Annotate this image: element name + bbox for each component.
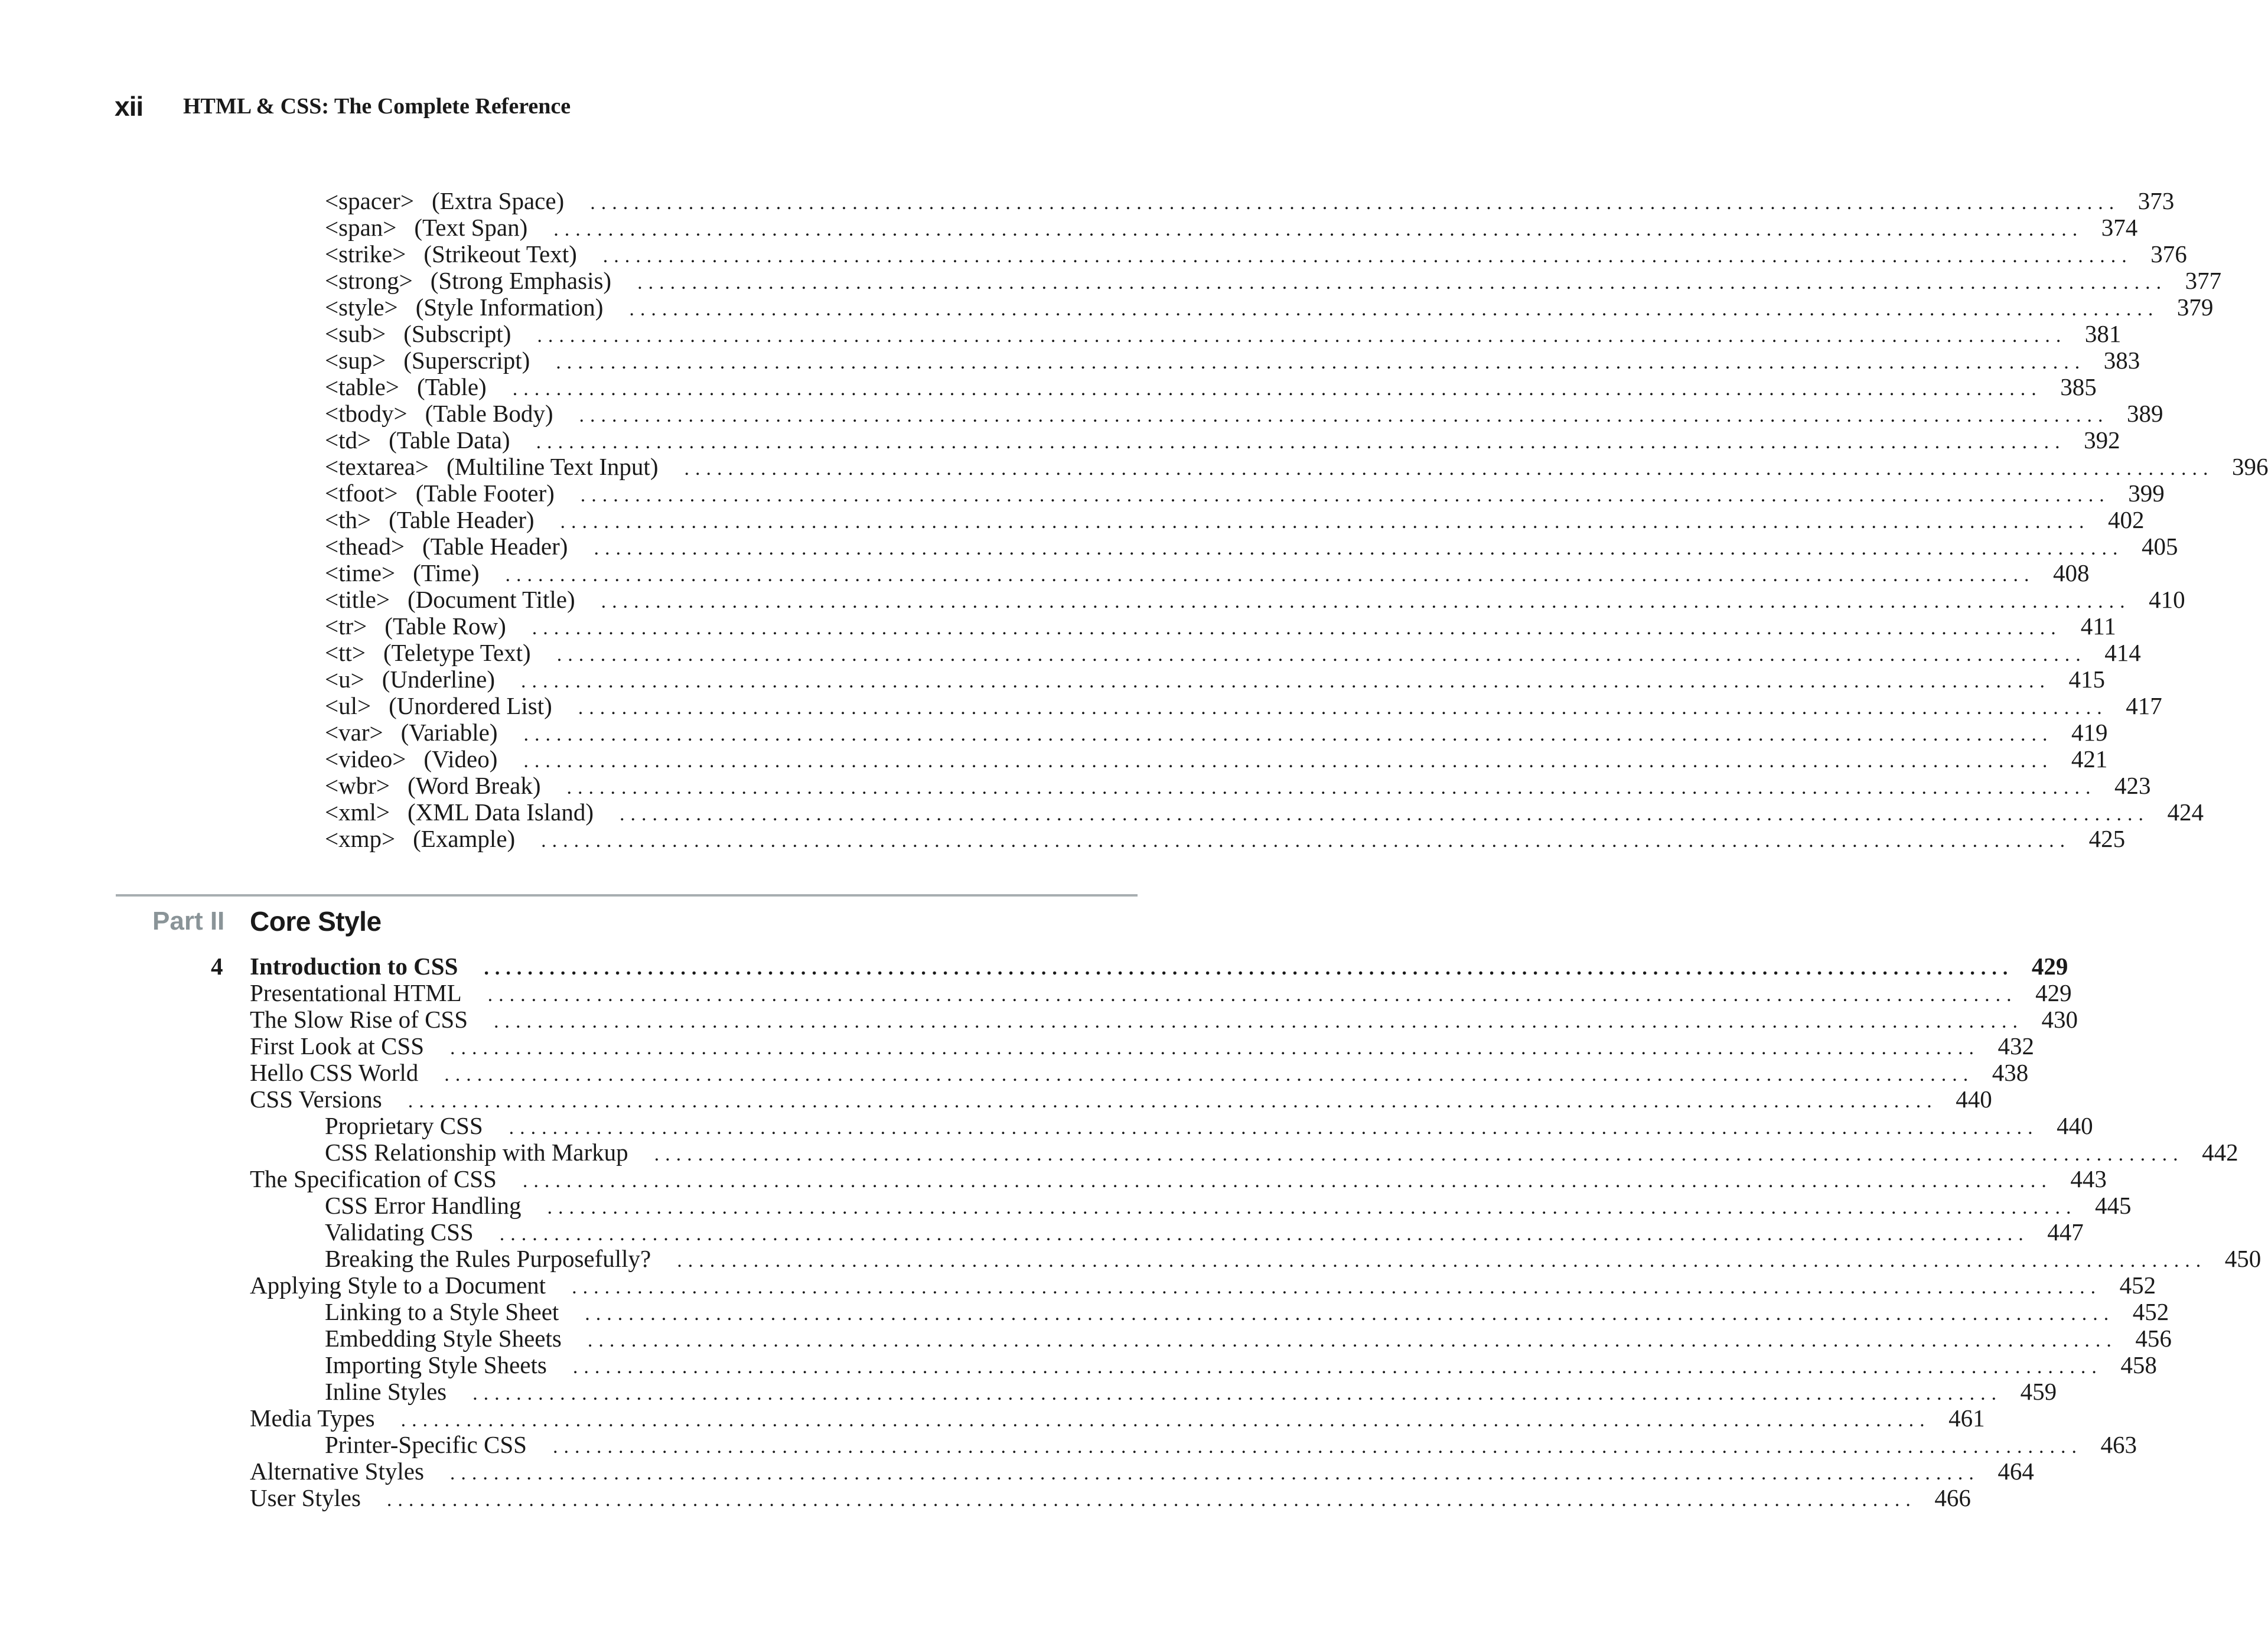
page-number: 438 bbox=[1992, 1059, 2029, 1086]
element-description: (Example) bbox=[413, 825, 516, 852]
toc-entry[interactable] bbox=[0, 320, 2122, 347]
toc-entry[interactable] bbox=[0, 187, 2175, 214]
chapter-entries-list bbox=[0, 979, 2262, 1511]
entry-title: Printer-Specific CSS bbox=[325, 1431, 527, 1458]
dot-leader: ............................................................................................................................................ bbox=[572, 1276, 2102, 1298]
page-number: 373 bbox=[2137, 187, 2175, 214]
element-tag: <strike> bbox=[325, 240, 406, 268]
dot-leader: ............................................................................................................................................ bbox=[400, 1409, 1931, 1431]
toc-entry[interactable] bbox=[0, 1086, 1992, 1113]
dot-leader: ............................................................................................................................................ bbox=[560, 511, 2090, 533]
element-description: (Subscript) bbox=[403, 320, 511, 347]
page-number: 379 bbox=[2176, 294, 2214, 321]
page-number: 389 bbox=[2127, 400, 2163, 427]
page-number: 405 bbox=[2141, 533, 2178, 560]
toc-entry[interactable] bbox=[0, 400, 2163, 427]
toc-entry[interactable] bbox=[0, 1192, 2132, 1219]
page-number: 440 bbox=[2057, 1112, 2093, 1139]
page-number: 402 bbox=[2108, 506, 2145, 533]
page-number: 440 bbox=[1956, 1086, 1992, 1113]
dot-leader: ............................................................................................................................................ bbox=[386, 1489, 1917, 1511]
toc-entry[interactable] bbox=[0, 745, 2108, 773]
entry-title: Breaking the Rules Purposefully? bbox=[325, 1245, 651, 1272]
element-description: (Time) bbox=[413, 559, 480, 586]
toc-entry[interactable] bbox=[0, 666, 2105, 693]
element-description: (Strong Emphasis) bbox=[430, 267, 612, 294]
page-number: 459 bbox=[2020, 1378, 2057, 1405]
dot-leader: ............................................................................................................................................ bbox=[547, 1197, 2077, 1218]
dot-leader: ............................................................................................................................................ bbox=[553, 219, 2084, 240]
entry-title: Applying Style to a Document bbox=[250, 1272, 546, 1299]
page-number: 432 bbox=[1997, 1032, 2035, 1060]
entry-title: CSS Relationship with Markup bbox=[325, 1139, 628, 1166]
dot-leader: ............................................................................................................................................ bbox=[494, 1011, 2024, 1032]
dot-leader: ............................................................................................................................................ bbox=[505, 564, 2035, 586]
element-description: (Unordered List) bbox=[389, 692, 552, 719]
dot-leader: ............................................................................................................................................ bbox=[532, 617, 2062, 639]
toc-entry[interactable] bbox=[0, 1378, 2057, 1405]
dot-leader: ............................................................................................................................................ bbox=[620, 803, 2150, 825]
toc-entry[interactable] bbox=[0, 294, 2214, 321]
element-tag: <span> bbox=[325, 214, 397, 241]
page-number: 458 bbox=[2120, 1351, 2157, 1378]
dot-leader: ............................................................................................................................................ bbox=[684, 458, 2214, 480]
page-number: 410 bbox=[2149, 586, 2185, 613]
entry-title: Inline Styles bbox=[325, 1378, 447, 1405]
element-description: (XML Data Island) bbox=[408, 798, 594, 826]
element-tag: <var> bbox=[325, 719, 383, 746]
toc-entry[interactable] bbox=[0, 240, 2187, 268]
toc-entry[interactable] bbox=[0, 825, 2126, 852]
page-number: 445 bbox=[2095, 1192, 2132, 1219]
page-number: 376 bbox=[2150, 240, 2187, 268]
page-number: 450 bbox=[2224, 1245, 2262, 1272]
dot-leader: ............................................................................................................................................ bbox=[521, 670, 2051, 692]
part-label: Part II bbox=[152, 907, 225, 936]
page-number: 456 bbox=[2135, 1325, 2172, 1352]
element-description: (Teletype Text) bbox=[383, 639, 531, 666]
dot-leader: ............................................................................................................................................ bbox=[654, 1143, 2184, 1165]
element-tag: <xmp> bbox=[325, 825, 396, 852]
element-description: (Document Title) bbox=[408, 586, 575, 613]
dot-leader: ............................................................................................................................................ bbox=[578, 697, 2108, 719]
element-tag: <sub> bbox=[325, 320, 386, 347]
toc-entry[interactable] bbox=[0, 798, 2204, 826]
entry-title: Linking to a Style Sheet bbox=[325, 1298, 559, 1325]
element-tag: <th> bbox=[325, 506, 372, 533]
part-title: Core Style bbox=[250, 906, 382, 937]
dot-leader: ............................................................................................................................................ bbox=[509, 1117, 2039, 1139]
element-description: (Table Data) bbox=[389, 426, 510, 454]
dot-leader: ............................................................................................................................................ bbox=[450, 1037, 1980, 1059]
page-number: 396 bbox=[2231, 453, 2268, 480]
element-description: (Table Header) bbox=[389, 506, 535, 533]
page-number: 385 bbox=[2060, 373, 2097, 400]
dot-leader: ............................................................................................................................................ bbox=[541, 830, 2071, 852]
element-tag: <wbr> bbox=[325, 772, 390, 799]
dot-leader: ............................................................................................................................................ bbox=[594, 537, 2124, 559]
element-description: (Superscript) bbox=[403, 347, 530, 374]
page-number: 408 bbox=[2053, 559, 2090, 586]
entry-title: Validating CSS bbox=[325, 1218, 474, 1246]
toc-entry[interactable] bbox=[0, 1139, 2238, 1166]
dot-leader: ............................................................................................................................................ bbox=[677, 1250, 2207, 1272]
element-description: (Table Row) bbox=[384, 612, 506, 640]
dot-leader: ............................................................................................................................................ bbox=[587, 1329, 2117, 1351]
dot-leader: ............................................................................................................................................ bbox=[523, 723, 2054, 745]
toc-entry[interactable] bbox=[0, 1458, 2034, 1485]
element-tag: <tbody> bbox=[325, 400, 408, 427]
page-number: 425 bbox=[2088, 825, 2126, 852]
toc-entry[interactable] bbox=[0, 979, 2072, 1006]
element-tag: <tt> bbox=[325, 639, 366, 666]
element-description: (Video) bbox=[423, 745, 498, 773]
page-number: 383 bbox=[2103, 347, 2140, 374]
dot-leader: ............................................................................................................................................ bbox=[585, 1303, 2115, 1325]
dot-leader: ............................................................................................................................................ bbox=[499, 1223, 2029, 1245]
chapter-toc bbox=[0, 953, 2262, 1511]
toc-entry[interactable] bbox=[0, 1165, 2107, 1192]
element-tag: <sup> bbox=[325, 347, 386, 374]
entry-title: Hello CSS World bbox=[250, 1059, 419, 1086]
toc-entry[interactable] bbox=[0, 1298, 2169, 1325]
element-tag: <tr> bbox=[325, 612, 367, 640]
element-tag: <time> bbox=[325, 559, 396, 586]
page-number: 377 bbox=[2185, 267, 2222, 294]
element-tag: <td> bbox=[325, 426, 372, 454]
toc-entry[interactable] bbox=[0, 480, 2165, 507]
toc-entry[interactable] bbox=[0, 1218, 2084, 1246]
chapter-title: Introduction to CSS bbox=[250, 953, 458, 980]
entry-title: Importing Style Sheets bbox=[325, 1351, 547, 1378]
element-description: (Table Footer) bbox=[415, 480, 555, 507]
element-description: (Word Break) bbox=[408, 772, 541, 799]
page-number: 423 bbox=[2114, 772, 2151, 799]
dot-leader: ............................................................................................................................................ bbox=[637, 272, 2168, 294]
element-tag: <table> bbox=[325, 373, 399, 400]
element-description: (Table) bbox=[416, 373, 487, 400]
toc-entry[interactable] bbox=[0, 453, 2268, 480]
entry-title: CSS Error Handling bbox=[325, 1192, 522, 1219]
element-description: (Table Header) bbox=[422, 533, 568, 560]
entry-title: CSS Versions bbox=[250, 1086, 382, 1113]
entry-title: Alternative Styles bbox=[250, 1458, 424, 1485]
toc-entry[interactable] bbox=[0, 267, 2222, 294]
dot-leader: ............................................................................................................................................ bbox=[556, 644, 2087, 666]
page-number: 419 bbox=[2071, 719, 2108, 746]
toc-entry[interactable] bbox=[0, 639, 2141, 666]
entry-title: First Look at CSS bbox=[250, 1032, 425, 1060]
page-number: 374 bbox=[2101, 214, 2138, 241]
page-number: 452 bbox=[2119, 1272, 2156, 1299]
page-number: 399 bbox=[2128, 480, 2165, 507]
toc-entry[interactable] bbox=[0, 533, 2178, 560]
dot-leader: ............................................................................................................................................ bbox=[537, 325, 2067, 347]
entry-title: The Specification of CSS bbox=[250, 1165, 497, 1192]
page-number: 461 bbox=[1948, 1404, 1985, 1432]
chapter-page-number: 429 bbox=[2031, 953, 2068, 980]
toc-entry[interactable] bbox=[0, 347, 2140, 374]
dot-leader: ............................................................................................................................................ bbox=[522, 1170, 2052, 1192]
element-tag: <textarea> bbox=[325, 453, 429, 480]
element-description: (Style Information) bbox=[415, 294, 604, 321]
toc-entry[interactable] bbox=[0, 719, 2108, 746]
element-description: (Variable) bbox=[400, 719, 498, 746]
entry-title: Proprietary CSS bbox=[325, 1112, 483, 1139]
element-tag: <video> bbox=[325, 745, 406, 773]
page-number: 464 bbox=[1997, 1458, 2034, 1485]
page-number: 414 bbox=[2104, 639, 2141, 666]
entry-title: The Slow Rise of CSS bbox=[250, 1006, 468, 1033]
entry-title: Media Types bbox=[250, 1404, 375, 1432]
dot-leader: ............................................................................................................................................ bbox=[590, 192, 2120, 214]
entry-title: Presentational HTML bbox=[250, 979, 462, 1006]
dot-leader: ............................................................................................................................................ bbox=[552, 1436, 2083, 1458]
page-number: 381 bbox=[2084, 320, 2122, 347]
chapter-entry[interactable] bbox=[0, 953, 2068, 980]
element-description: (Extra Space) bbox=[431, 187, 565, 214]
toc-entry[interactable] bbox=[0, 1032, 2035, 1060]
toc-entry[interactable] bbox=[0, 373, 2097, 400]
toc-entry[interactable] bbox=[0, 1245, 2262, 1272]
toc-entry[interactable] bbox=[0, 1272, 2156, 1299]
dot-leader: ............................................................................................................................................ bbox=[536, 431, 2066, 453]
page-number: 429 bbox=[2035, 979, 2072, 1006]
dot-leader: ............................................................................................................................................ bbox=[523, 750, 2054, 772]
toc-entry[interactable] bbox=[0, 426, 2120, 454]
element-description: (Underline) bbox=[382, 666, 495, 693]
page-number: 463 bbox=[2100, 1431, 2137, 1458]
element-tag: <strong> bbox=[325, 267, 413, 294]
page-number: 447 bbox=[2047, 1218, 2084, 1246]
page-number: 421 bbox=[2071, 745, 2108, 773]
toc-entry[interactable] bbox=[0, 1431, 2137, 1458]
dot-leader: ............................................................................................................................................ bbox=[629, 298, 2159, 320]
dot-leader: ............................................................................................................................................ bbox=[408, 1090, 1938, 1112]
dot-leader: ............................................................................................................................................ bbox=[484, 957, 2014, 979]
dot-leader: ............................................................................................................................................ bbox=[556, 351, 2086, 373]
part-divider-rule bbox=[116, 894, 1138, 897]
element-tag: <title> bbox=[325, 586, 390, 613]
toc-entry[interactable] bbox=[0, 1325, 2172, 1352]
chapter-number: 4 bbox=[211, 953, 223, 980]
toc-entry[interactable] bbox=[0, 559, 2090, 586]
entry-title: Embedding Style Sheets bbox=[325, 1325, 562, 1352]
element-description: (Multiline Text Input) bbox=[446, 453, 659, 480]
toc-entry[interactable] bbox=[0, 1484, 1971, 1511]
element-description: (Table Body) bbox=[425, 400, 553, 427]
element-tag: <u> bbox=[325, 666, 364, 693]
element-tag: <tfoot> bbox=[325, 480, 398, 507]
toc-entry[interactable] bbox=[0, 692, 2162, 719]
dot-leader: ............................................................................................................................................ bbox=[580, 484, 2110, 506]
page-number: 443 bbox=[2070, 1165, 2107, 1192]
toc-entry[interactable] bbox=[0, 1112, 2093, 1139]
page-number: 452 bbox=[2132, 1298, 2169, 1325]
toc-entry[interactable] bbox=[0, 1351, 2157, 1378]
toc-entry[interactable] bbox=[0, 586, 2185, 613]
toc-entry[interactable] bbox=[0, 772, 2151, 799]
running-title: HTML & CSS: The Complete Reference bbox=[183, 94, 571, 119]
dot-leader: ............................................................................................................................................ bbox=[579, 405, 2109, 426]
element-tag: <thead> bbox=[325, 533, 405, 560]
element-description: (Strikeout Text) bbox=[423, 240, 577, 268]
page-number: 442 bbox=[2202, 1139, 2238, 1166]
toc-entry[interactable] bbox=[0, 1404, 1985, 1432]
element-tag: <spacer> bbox=[325, 187, 414, 214]
dot-leader: ............................................................................................................................................ bbox=[487, 984, 2018, 1006]
toc-entry[interactable] bbox=[0, 1059, 2029, 1086]
page-number: 392 bbox=[2084, 426, 2120, 454]
dot-leader: ............................................................................................................................................ bbox=[572, 1356, 2103, 1378]
dot-leader: ............................................................................................................................................ bbox=[566, 777, 2097, 798]
element-description: (Text Span) bbox=[414, 214, 528, 241]
page-number: 430 bbox=[2041, 1006, 2078, 1033]
elements-toc-list bbox=[0, 187, 2268, 852]
toc-entry[interactable] bbox=[0, 612, 2116, 640]
entry-title: User Styles bbox=[250, 1484, 361, 1511]
page-number: 424 bbox=[2167, 798, 2204, 826]
dot-leader: ............................................................................................................................................ bbox=[512, 378, 2042, 400]
page-folio: xii bbox=[115, 91, 144, 122]
page-number: 466 bbox=[1934, 1484, 1971, 1511]
dot-leader: ............................................................................................................................................ bbox=[472, 1383, 2003, 1404]
toc-entry[interactable] bbox=[0, 214, 2138, 241]
element-tag: <ul> bbox=[325, 692, 372, 719]
page-number: 415 bbox=[2068, 666, 2105, 693]
toc-entry[interactable] bbox=[0, 1006, 2078, 1033]
element-tag: <style> bbox=[325, 294, 398, 321]
dot-leader: ............................................................................................................................................ bbox=[602, 245, 2133, 267]
page-number: 417 bbox=[2126, 692, 2162, 719]
dot-leader: ............................................................................................................................................ bbox=[601, 591, 2131, 612]
element-tag: <xml> bbox=[325, 798, 390, 826]
dot-leader: ............................................................................................................................................ bbox=[449, 1462, 1980, 1484]
page-number: 411 bbox=[2080, 612, 2116, 640]
dot-leader: ............................................................................................................................................ bbox=[444, 1064, 1974, 1086]
toc-entry[interactable] bbox=[0, 506, 2145, 533]
